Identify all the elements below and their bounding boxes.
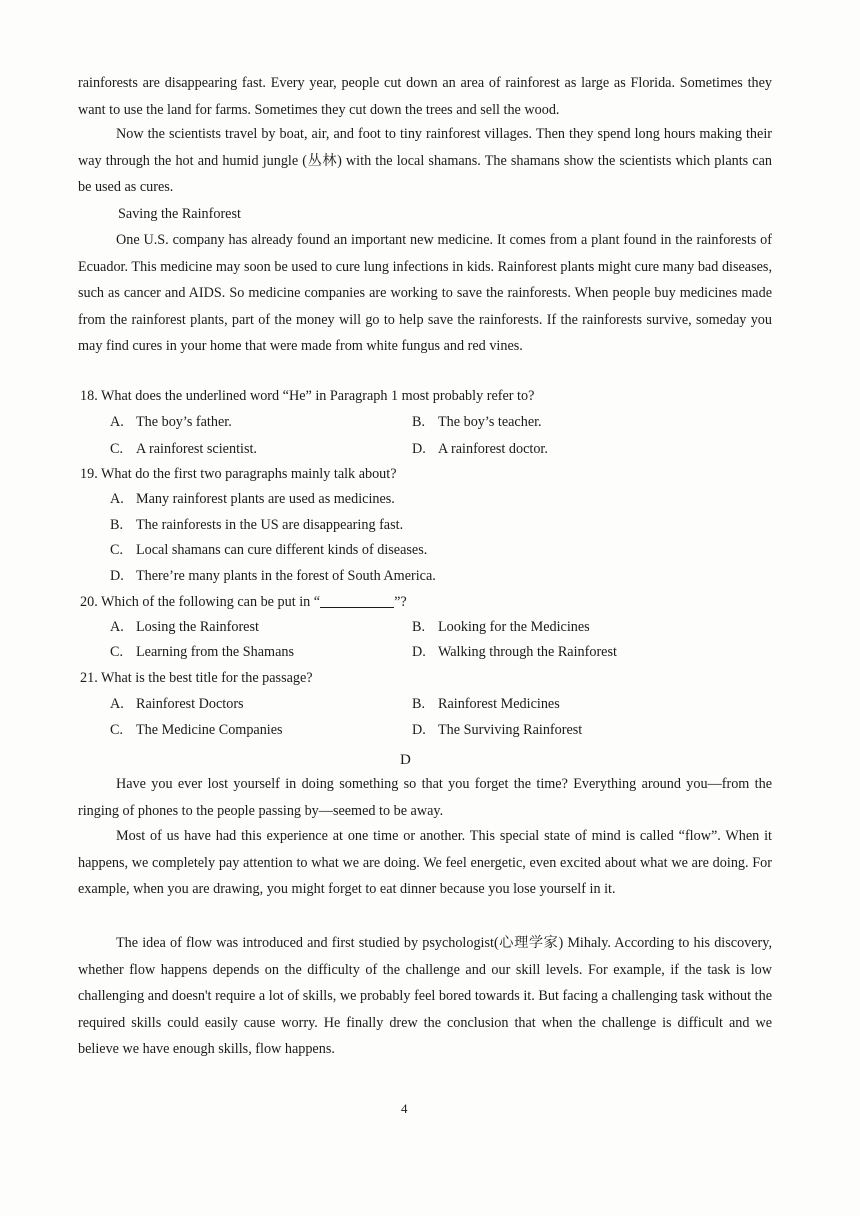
option-text: Rainforest Doctors bbox=[136, 696, 244, 712]
question-19-option-d bbox=[110, 563, 436, 589]
option-text: A rainforest scientist. bbox=[136, 441, 257, 457]
option-letter: A. bbox=[110, 414, 124, 430]
option-text: Rainforest Medicines bbox=[438, 696, 560, 712]
question-20-stem bbox=[80, 589, 407, 615]
option-text: Looking for the Medicines bbox=[438, 619, 590, 635]
question-20-option-a bbox=[110, 614, 259, 640]
option-letter: A. bbox=[110, 619, 124, 635]
option-letter: C. bbox=[110, 722, 124, 738]
question-20-stem-end: ”? bbox=[394, 594, 407, 610]
option-text: There’re many plants in the forest of South America. bbox=[136, 568, 436, 584]
option-letter: D. bbox=[412, 722, 426, 738]
question-18-option-d bbox=[412, 436, 548, 462]
option-text: The Surviving Rainforest bbox=[438, 722, 583, 738]
question-18-option-b bbox=[412, 409, 542, 435]
option-text: A rainforest doctor. bbox=[438, 441, 548, 457]
answer-blank bbox=[320, 593, 394, 608]
question-21-option-a bbox=[110, 691, 244, 717]
question-21-option-d bbox=[412, 717, 582, 743]
question-20-option-d bbox=[412, 639, 617, 665]
option-text: The boy’s teacher. bbox=[438, 414, 542, 430]
paragraph-saving-rainforest: One U.S. company has already found an important new medicine. It comes from a plant found in the rainforests of Ecuador. This medicine may soon be used to cure lung infections in kids. Rainforest plants might cure many bad diseases, such as cancer and AIDS. So medicine companies are working to save the rainforests. When people buy medicines made from the rainforest plants, part of the money will go to help save the rainforests. If the rainforests survive, someday you may find cures in your home that were made from white fungus and red vines. bbox=[78, 232, 772, 355]
question-20-stem-start: 20. Which of the following can be put in “ bbox=[80, 594, 321, 610]
option-text: Losing the Rainforest bbox=[136, 619, 259, 635]
question-18-stem: 18. What does the underlined word “He” in Paragraph 1 most probably refer to? bbox=[80, 388, 535, 404]
question-21-option-b bbox=[412, 691, 560, 717]
paragraph-rainforest-loss: rainforests are disappearing fast. Every year, people cut down an area of rainforest as large as Florida. Sometimes they want to use the land for farms. Sometimes they cut down the trees and sell the wood. bbox=[78, 75, 772, 118]
option-text: The rainforests in the US are disappearing fast. bbox=[136, 517, 404, 533]
option-letter: B. bbox=[110, 517, 124, 533]
option-text: Learning from the Shamans bbox=[136, 644, 294, 660]
question-21-stem: 21. What is the best title for the passage? bbox=[80, 670, 313, 686]
option-letter: B. bbox=[412, 696, 426, 712]
page-number: 4 bbox=[401, 1101, 408, 1116]
question-21-option-c bbox=[110, 717, 283, 743]
paragraph-scientists: Now the scientists travel by boat, air, and foot to tiny rainforest villages. Then they spend long hours making their way through the hot and humid jungle (丛林) with the local shamans. The shamans show the scientists which plants can be used as cures. bbox=[78, 126, 772, 196]
section-letter-d: D bbox=[400, 752, 411, 768]
question-19-option-a bbox=[110, 486, 395, 512]
option-text: The boy’s father. bbox=[136, 414, 232, 430]
question-19-option-c bbox=[110, 537, 427, 563]
option-letter: B. bbox=[412, 414, 426, 430]
option-text: Walking through the Rainforest bbox=[438, 644, 617, 660]
question-20-option-b bbox=[412, 614, 590, 640]
option-text: Local shamans can cure different kinds of diseases. bbox=[136, 542, 428, 558]
question-19-stem: 19. What do the first two paragraphs mainly talk about? bbox=[80, 466, 397, 482]
option-letter: D. bbox=[412, 644, 426, 660]
option-letter: D. bbox=[110, 568, 124, 584]
option-letter: C. bbox=[110, 644, 124, 660]
option-text: Many rainforest plants are used as medicines. bbox=[136, 491, 395, 507]
option-letter: C. bbox=[110, 441, 124, 457]
option-letter: D. bbox=[412, 441, 426, 457]
paragraph-flow-experience: Most of us have had this experience at one time or another. This special state of mind is called “flow”. When it happens, we completely pay attention to what we are doing. We feel energetic, even excited about what we are doing. For example, when you are drawing, you might forget to eat dinner because you lose yourself in it. bbox=[78, 828, 772, 898]
option-letter: C. bbox=[110, 542, 124, 558]
question-18-option-c bbox=[110, 436, 257, 462]
option-letter: A. bbox=[110, 491, 124, 507]
subheading-saving-rainforest: Saving the Rainforest bbox=[118, 206, 241, 222]
question-20-option-c bbox=[110, 639, 294, 665]
option-text: The Medicine Companies bbox=[136, 722, 283, 738]
question-19-option-b bbox=[110, 512, 403, 538]
paragraph-flow-idea: The idea of flow was introduced and first studied by psychologist(心理学家) Mihaly. According to his discovery, whether flow happens depends on the difficulty of the challenge and our skill levels. For example, if the task is low challenging and doesn't require a lot of skills, we probably feel bored towards it. But facing a challenging task without the required skills could easily cause worry. He finally drew the conclusion that when the challenge is difficult and we believe we have enough skills, flow happens. bbox=[78, 935, 772, 1058]
option-letter: B. bbox=[412, 619, 426, 635]
question-18-option-a bbox=[110, 409, 232, 435]
option-letter: A. bbox=[110, 696, 124, 712]
paragraph-lost-yourself: Have you ever lost yourself in doing something so that you forget the time? Everything around you—from the ringing of phones to the people passing by—seemed to be away. bbox=[78, 776, 772, 819]
